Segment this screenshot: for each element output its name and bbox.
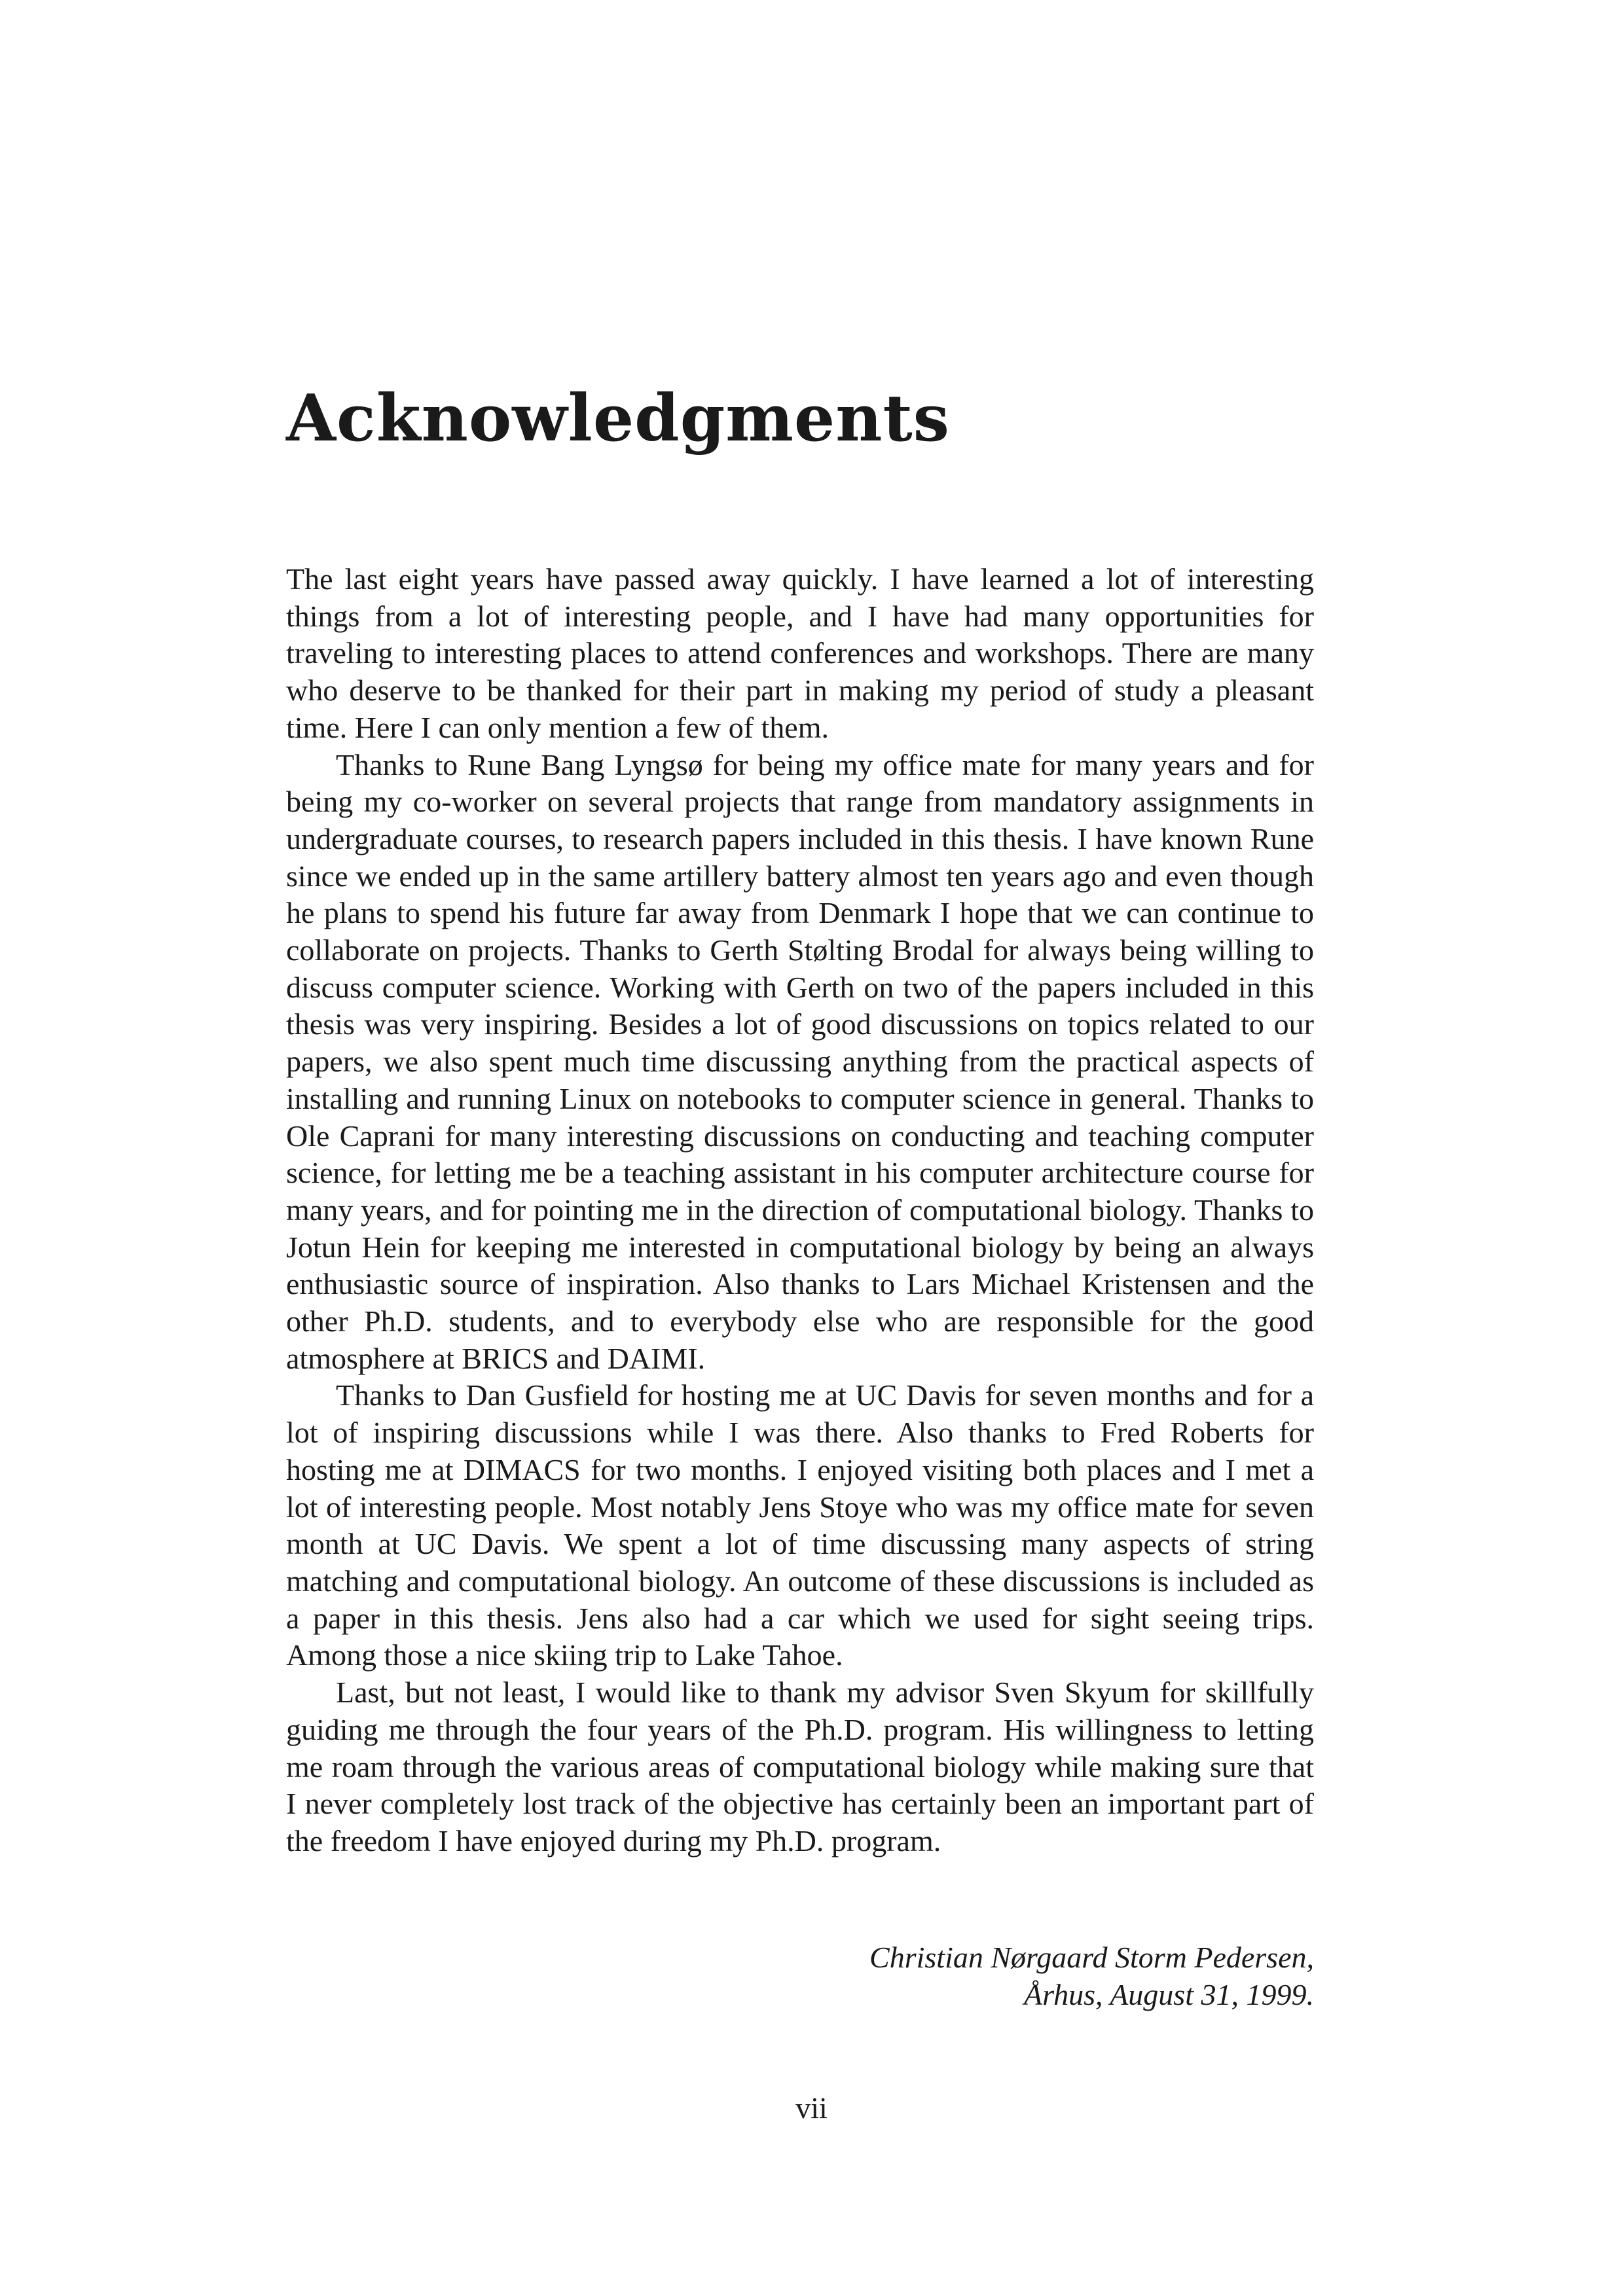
page-title: Acknowledgments — [286, 381, 950, 456]
signature-name: Christian Nørgaard Storm Pedersen, — [869, 1941, 1314, 1974]
paragraph-advisor: Last, but not least, I would like to thank my advisor Sven Skyum for skillfully guiding me through the four years of the Ph.D. program. His willingness to letting me roam through the various areas of computational biology while making sure that I never completely lost track of the objective has certainly been an important part of the freedom I have enjoyed during my Ph.D. program. — [286, 1676, 1314, 1857]
acknowledgments-body — [286, 561, 1314, 1860]
signature-block — [869, 1939, 1314, 2013]
paragraph-colleagues: Thanks to Rune Bang Lyngsø for being my office mate for many years and for being my co-worker on several projects that range from mandatory assignments in undergraduate courses, to research papers included in this thesis. I have known Rune since we ended up in the same artillery battery almost ten years ago and even though he plans to spend his future far away from Denmark I hope that we can continue to collaborate on projects. Thanks to Gerth Stølting Brodal for always being willing to discuss computer science. Working with Gerth on two of the papers included in this thesis was very inspiring. Besides a lot of good discussions on topics related to our papers, we also spent much time discussing anything from the practical aspects of installing and running Linux on notebooks to computer science in general. Thanks to Ole Caprani for many interesting discussions on conducting and teaching computer science, for letting me be a teaching assistant in his computer architecture course for many years, and for pointing me in the direction of computational biology. Thanks to Jotun Hein for keeping me interested in computational biology by being an always enthusiastic source of inspiration. Also thanks to Lars Michael Kristensen and the other Ph.D. students, and to everybody else who are responsible for the good atmosphere at BRICS and DAIMI. — [286, 747, 1314, 1375]
signature-place-date: Århus, August 31, 1999. — [1023, 1978, 1314, 2011]
page-number: vii — [795, 2091, 828, 2125]
paragraph-visits: Thanks to Dan Gusfield for hosting me at UC Davis for seven months and for a lot of inspiring discussions while I was there. Also thanks to Fred Roberts for hosting me at DIMACS for two months. I enjoyed visiting both places and I met a lot of interesting people. Most notably Jens Stoye who was my office mate for seven month at UC Davis. We spent a lot of time discussing many aspects of string matching and computational biology. An outcome of these discussions is included as a paper in this thesis. Jens also had a car which we used for sight seeing trips. Among those a nice skiing trip to Lake Tahoe. — [286, 1378, 1314, 1672]
paragraph-intro: The last eight years have passed away quickly. I have learned a lot of interesting things from a lot of interesting people, and I have had many opportunities for traveling to interesting places to attend conferences and workshops. There are many who deserve to be thanked for their part in making my period of study a pleasant time. Here I can only mention a few of them. — [286, 562, 1314, 744]
